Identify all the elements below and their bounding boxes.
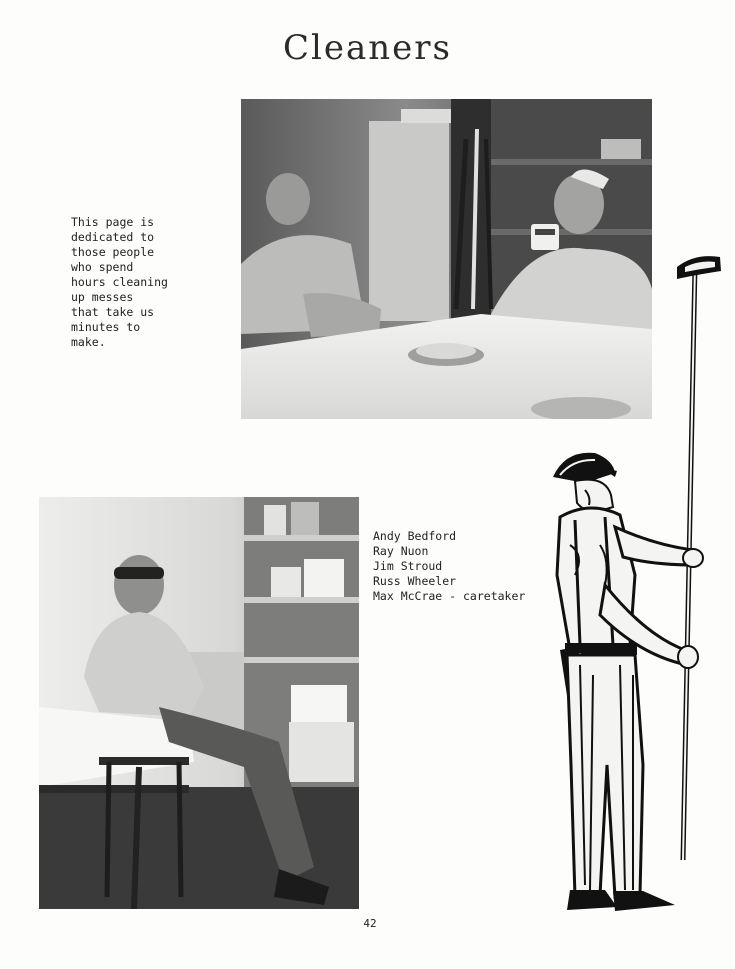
dedication-line: dedicated to — [71, 230, 155, 244]
dedication-line: hours cleaning — [71, 275, 168, 289]
page-number: 42 — [363, 917, 377, 930]
dedication-line: who spend — [71, 260, 134, 274]
dedication-line: minutes to — [71, 320, 141, 334]
name-entry: Ray Nuon — [373, 544, 429, 558]
page-title: Cleaners — [283, 28, 452, 68]
dedication-line: This page is — [71, 215, 155, 229]
name-entry: Max McCrae - caretaker — [373, 589, 526, 603]
dedication-line: up messes — [71, 290, 134, 304]
dedication-text — [71, 215, 221, 350]
photo-man-seated-by-shelves — [39, 497, 359, 909]
janitor-woodcut-illustration — [545, 245, 735, 925]
name-entry: Russ Wheeler — [373, 574, 457, 588]
name-entry: Andy Bedford — [373, 529, 457, 543]
dedication-line: make. — [71, 335, 106, 349]
name-entry: Jim Stroud — [373, 559, 443, 573]
dedication-line: those people — [71, 245, 155, 259]
cleaners-names-list — [373, 529, 553, 604]
dedication-line: that take us — [71, 305, 155, 319]
